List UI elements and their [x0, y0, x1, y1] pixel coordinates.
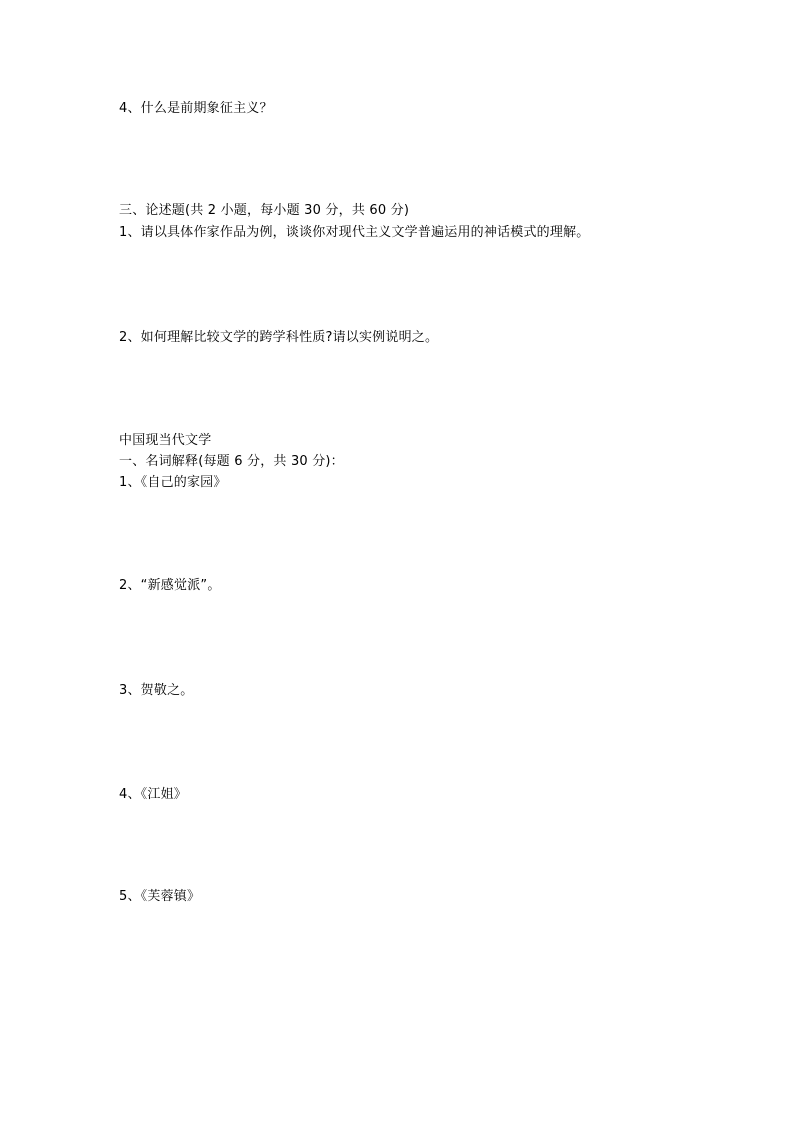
term-item-1: 1、《自己的家园》: [119, 475, 227, 490]
term-definition-heading: 一、名词解释(每题 6 分，共 30 分)：: [119, 454, 344, 469]
term-item-2: 2、“新感觉派”。: [119, 578, 221, 593]
essay-section-heading: 三、论述题(共 2 小题，每小题 30 分，共 60 分): [119, 203, 410, 218]
term-item-3: 3、贺敬之。: [119, 683, 194, 698]
essay-question-1: 1、请以具体作家作品为例，谈谈你对现代主义文学普遍运用的神话模式的理解。: [119, 225, 590, 240]
term-item-5: 5、《芙蓉镇》: [119, 889, 201, 904]
question-4-text: 4、什么是前期象征主义？: [119, 101, 273, 116]
essay-question-2: 2、如何理解比较文学的跨学科性质?请以实例说明之。: [119, 330, 439, 345]
subject-title: 中国现当代文学: [119, 433, 212, 448]
term-item-4: 4、《江姐》: [119, 787, 187, 802]
